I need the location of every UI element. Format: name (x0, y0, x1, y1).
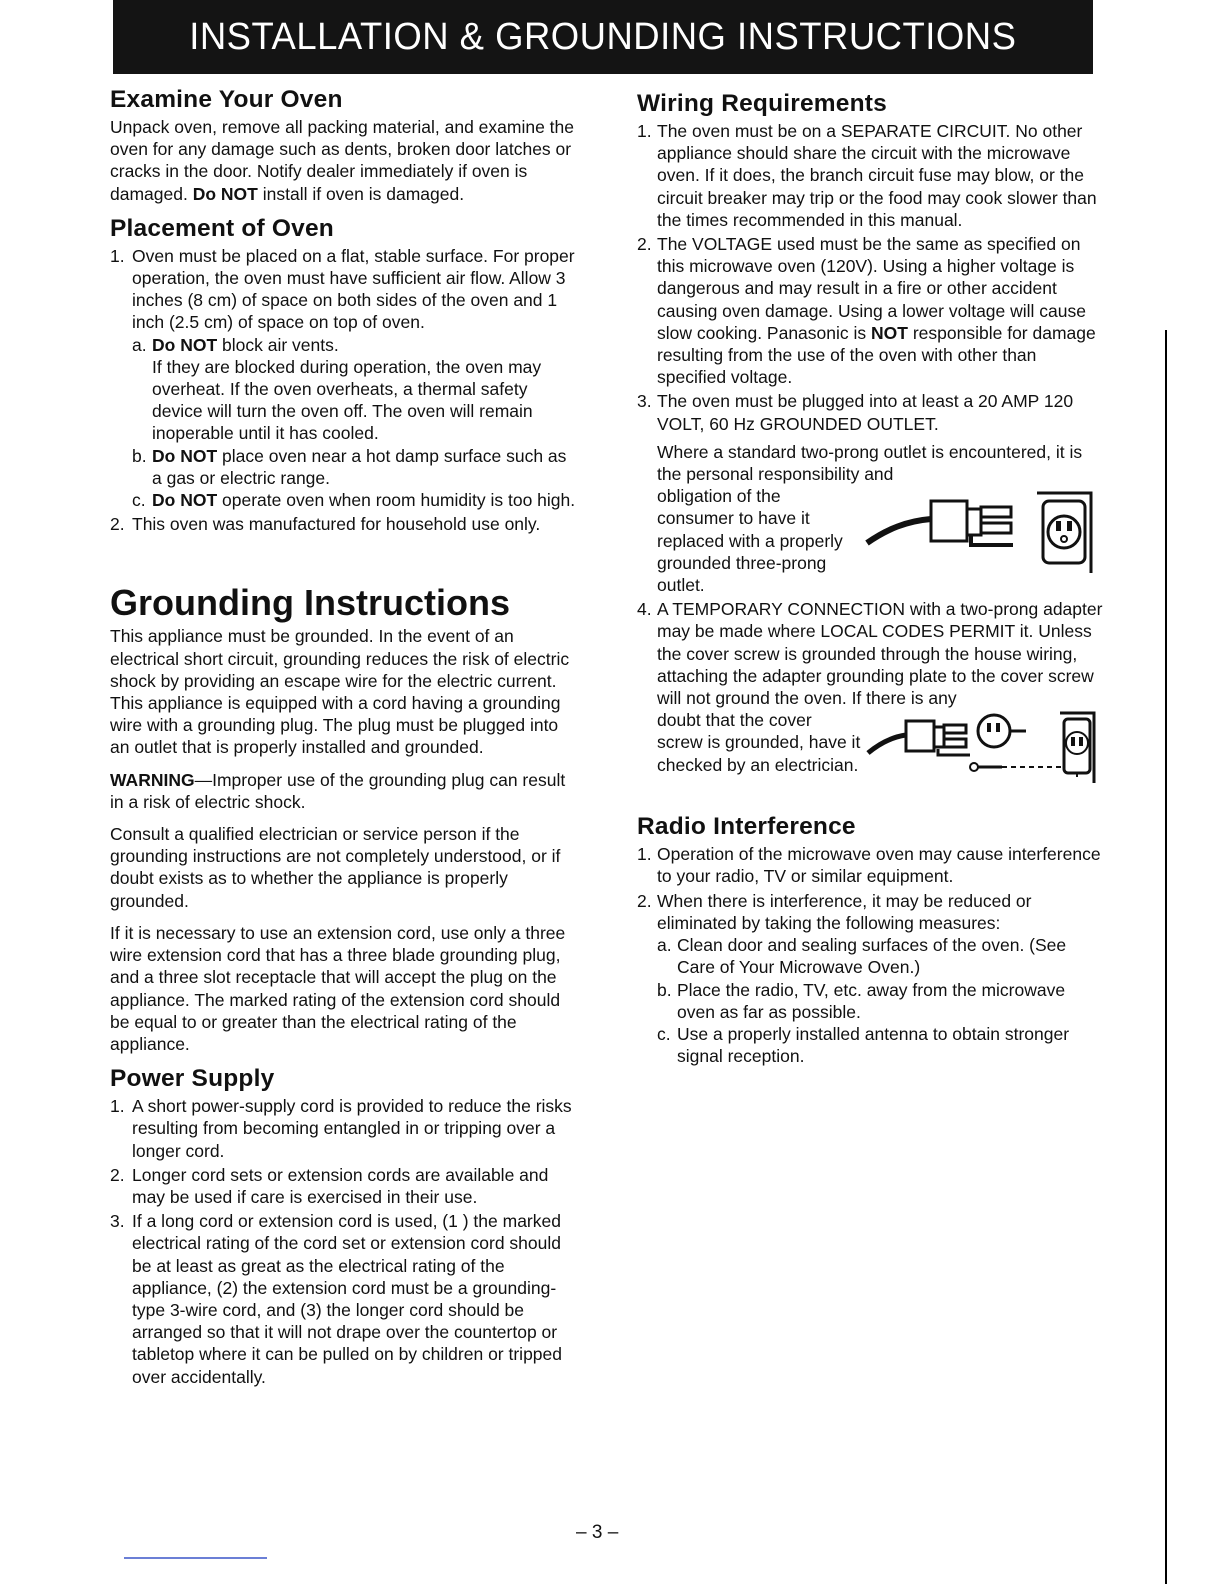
list-item (110, 1210, 580, 1388)
list-number: 4. (637, 599, 652, 620)
sub-emph: Do NOT (152, 334, 218, 355)
sub-text: Clean door and sealing surfaces of the oven. (See Care of Your Microwave Oven.) (677, 935, 1067, 978)
list-number: 2. (637, 234, 652, 255)
placement-section (110, 215, 580, 536)
list-text: obligation of the consumer to have it replaced with a properly grounded three-prong outlet. (657, 486, 843, 596)
examine-section (110, 86, 580, 205)
page-banner (113, 0, 1093, 74)
list-number: 3. (110, 1211, 125, 1232)
list-text: When there is interference, it may be reduced or eliminated by taking the following measures: (657, 890, 1032, 933)
sub-text: block air vents. (222, 334, 339, 355)
list-text: A short power-supply cord is provided to reduce the risks resulting from becoming entangled in or tripping over a longer cord. (132, 1096, 572, 1161)
list-item (637, 233, 1107, 388)
page-title: INSTALLATION & GROUNDING INSTRUCTIONS (189, 15, 1017, 58)
grounding-p1: This appliance must be grounded. In the event of an electrical short circuit, grounding reduces the risk of electric shock by providing an escape wire for the electric current. This appliance is equipped with a cord having a grounding wire with a grounding plug. The plug must be plugged into an outlet that is properly installed and grounded. (110, 626, 570, 758)
sub-emph: Do NOT (152, 490, 218, 511)
list-text: Longer cord sets or extension cords are available and may be used if care is exercised in their use. (132, 1164, 549, 1207)
wiring-list (637, 120, 1107, 789)
list-item (637, 890, 1107, 1068)
list-text: The VOLTAGE used must be the same as specified on this microwave oven (120V). Using a higher voltage is dangerous and may result in a fire or other accident causing oven damage. Using a lower voltage will cause slow cooking. Panasonic is (657, 234, 1086, 343)
list-text: doubt that the cover screw is grounded, have it checked by an electrician. (657, 710, 861, 775)
examine-text (110, 116, 580, 205)
sub-detail: If they are blocked during operation, the oven may overheat. If the oven overheats, a thermal safety device will turn the oven off. The oven will remain inoperable until it has cooled. (152, 356, 542, 444)
page-edge-line (1165, 330, 1167, 1584)
grounding-heading: Grounding Instructions (110, 582, 510, 624)
list-item (110, 245, 580, 511)
sub-letter: a. (132, 334, 147, 355)
list-text: A TEMPORARY CONNECTION with a two-prong adapter may be made where LOCAL CODES PERMIT it. Unless the cover screw is grounded through the house wiring, attaching the adapter grounding plate to the cover screw will not ground the oven. If there is any (657, 599, 1103, 709)
right-column (637, 90, 1107, 1069)
examine-body: Unpack oven, remove all packing material, and examine the oven for any damage such as dents, broken door latches or cracks in the door. Notify dealer immediately if oven is damaged. (110, 117, 574, 204)
wiring-section (637, 90, 1107, 789)
list-text: This oven was manufactured for household use only. (132, 514, 541, 535)
warning-text: —Improper use of the grounding plug can result in a risk of electric shock. (110, 769, 566, 812)
power-section (110, 1065, 580, 1388)
outlet-figure-row (657, 485, 1107, 596)
sub-item (657, 934, 1107, 978)
sub-letter: b. (657, 979, 672, 1000)
warning-label: WARNING (110, 769, 195, 790)
placement-sublist (132, 334, 580, 512)
list-number: 3. (637, 391, 652, 412)
list-text: The oven must be on a SEPARATE CIRCUIT. No other appliance should share the circuit with the microwave oven. If it does, the branch circuit fuse may blow, or the circuit breaker may trip or the food may cook slower than the times recommended in this manual. (657, 121, 1097, 230)
list-item (637, 843, 1107, 887)
list-item (637, 598, 1107, 789)
examine-heading: Examine Your Oven (110, 86, 343, 113)
list-number: 2. (637, 890, 652, 911)
page-number: – 3 – (576, 1522, 619, 1543)
grounding-p3: If it is necessary to use an extension cord, use only a three wire extension cord that has a three blade grounding plug, and a three slot receptacle that will accept the plug on the appliance. The marked rating of the extension cord should be equal to or greater than the electrical rating of the appliance. (110, 922, 566, 1054)
list-number: 1. (637, 121, 652, 141)
sub-letter: c. (657, 1023, 671, 1044)
grounding-p2: Consult a qualified electrician or service person if the grounding instructions are not completely understood, or if doubt exists as to whether the appliance is properly grounded. (110, 824, 561, 911)
sub-emph: Do NOT (152, 445, 218, 466)
list-text: The oven must be plugged into at least a 20 AMP 120 VOLT, 60 Hz GROUNDED OUTLET. (657, 391, 1074, 434)
list-emph: NOT (871, 322, 908, 343)
list-item (110, 513, 580, 535)
sub-item (132, 334, 580, 445)
radio-sublist (657, 934, 1107, 1067)
list-number: 1. (637, 844, 652, 865)
sub-text: place oven near a hot damp surface such as a gas or electric range. (152, 445, 567, 488)
bottom-rule (124, 1557, 267, 1559)
sub-text: Use a properly installed antenna to obtain stronger signal reception. (677, 1023, 1070, 1067)
list-text: Oven must be placed on a flat, stable surface. For proper operation, the oven must have sufficient air flow. Allow 3 inches (8 cm) of space on both sides of the oven and 1 inch (2.5 cm) of space on top of oven. (132, 245, 575, 333)
sub-text: operate oven when room humidity is too high. (222, 490, 576, 511)
list-text: If a long cord or extension cord is used, (1 ) the marked electrical rating of the cord set or extension cord should be at least as great as the electrical rating of the appliance, (2) the extension cord must be a grounding-type 3-wire cord, and (3) the longer cord should be arranged so that it will not drape over the countertop or tabletop where it can be pulled on by children or tripped over accidentally. (132, 1211, 562, 1387)
sub-item (657, 1023, 1107, 1067)
placement-heading: Placement of Oven (110, 214, 334, 242)
three-prong-plug-illustration (847, 485, 1097, 595)
sub-item (132, 445, 580, 489)
list-number: 1. (110, 1096, 125, 1117)
list-item (637, 120, 1107, 231)
list-number: 2. (110, 514, 125, 535)
sub-item (657, 979, 1107, 1023)
sub-letter: c. (132, 490, 146, 511)
sub-letter: b. (132, 445, 147, 466)
list-item (637, 390, 1107, 596)
radio-list (637, 843, 1107, 1067)
list-number: 1. (110, 245, 125, 266)
examine-emph: Do NOT (192, 183, 258, 204)
sub-letter: a. (657, 935, 672, 956)
wiring-heading: Wiring Requirements (637, 90, 887, 117)
list-item (110, 1095, 580, 1162)
list-text: Where a standard two-prong outlet is encountered, it is the personal responsibility and (657, 441, 1083, 485)
sub-item (132, 489, 580, 511)
placement-list (110, 245, 580, 536)
grounding-section (110, 583, 580, 1055)
list-text: responsible for damage resulting from the use of the oven with other than specified voltage. (657, 322, 1096, 388)
list-number: 2. (110, 1164, 125, 1185)
radio-heading: Radio Interference (637, 813, 856, 841)
adapter-figure-row (657, 709, 1107, 789)
list-text: Operation of the microwave oven may cause interference to your radio, TV or similar equipment. (657, 844, 1101, 887)
list-item (110, 1164, 580, 1208)
power-heading: Power Supply (110, 1065, 275, 1093)
sub-text: Place the radio, TV, etc. away from the microwave oven as far as possible. (677, 979, 1066, 1022)
adapter-plug-illustration (862, 709, 1102, 789)
power-list (110, 1095, 580, 1388)
radio-section (637, 813, 1107, 1067)
grounding-warning (110, 769, 580, 813)
left-column (110, 86, 580, 1390)
examine-tail: install if oven is damaged. (262, 183, 465, 204)
